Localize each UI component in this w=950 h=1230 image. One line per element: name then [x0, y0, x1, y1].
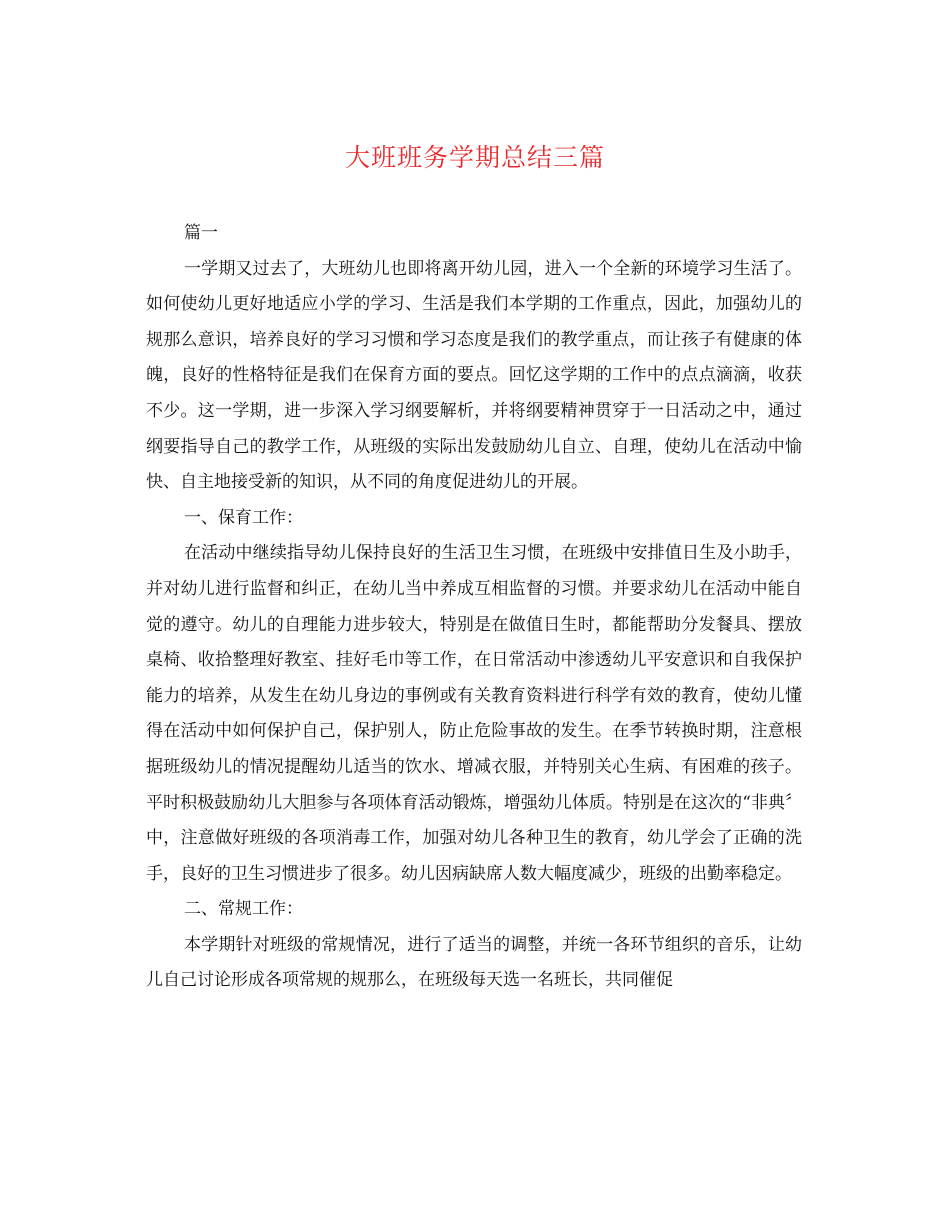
section-heading-care-work: 一、保育工作：	[184, 507, 303, 528]
care-work-paragraph: 在活动中继续指导幼儿保持良好的生活卫生习惯，在班级中安排值日生及小助手，并对幼儿进行监督和纠正，在幼儿当中养成互相监督的习惯。并要求幼儿在活动中能自觉的遵守。幼儿的自理能力进步较大，特别是在做值日生时，都能帮助分发餐具、摆放桌椅、收拾整理好教室、挂好毛巾等工作，在日常活动中渗透幼儿平安意识和自我保护能力的培养，从发生在幼儿身边的事例或有关教育资料进行科学有效的教育，使幼儿懂得在活动中如何保护自己，保护别人，防止危险事故的发生。在季节转换时期，注意根据班级幼儿的情况提醒幼儿适当的饮水、增减衣服，并特别关心生病、有困难的孩子。平时积极鼓励幼儿大胆参与各项体育活动锻炼，增强幼儿体质。特别是在这次的“非典〞中，注意做好班级的各项消毒工作，加强对幼儿各种卫生的教育，幼儿学会了正确的洗手，良好的卫生习惯进步了很多。幼儿因病缺席人数大幅度减少，班级的出勤率稳定。	[146, 543, 802, 884]
intro-paragraph: 一学期又过去了，大班幼儿也即将离开幼儿园，进入一个全新的环境学习生活了。如何使幼儿更好地适应小学的学习、生活是我们本学期的工作重点，因此，加强幼儿的规那么意识，培养良好的学习习惯和学习态度是我们的教学重点，而让孩子有健康的体魄，良好的性格特征是我们在保育方面的要点。回忆这学期的工作中的点点滴滴，收获不少。这一学期，进一步深入学习纲要解析，并将纲要精神贯穿于一日活动之中，通过纲要指导自己的教学工作，从班级的实际出发鼓励幼儿自立、自理，使幼儿在活动中愉快、自主地接受新的知识，从不同的角度促进幼儿的开展。	[146, 258, 802, 493]
section-heading-part-one: 篇一	[184, 223, 218, 243]
document-body	[146, 216, 802, 999]
routine-work-paragraph: 本学期针对班级的常规情况，进行了适当的调整，并统一各环节组织的音乐，让幼儿自己讨论形成各项常规的规那么，在班级每天选一名班长，共同催促	[146, 934, 802, 991]
document-title: 大班班务学期总结三篇	[344, 143, 605, 172]
section-heading-routine-work: 二、常规工作：	[184, 899, 303, 920]
